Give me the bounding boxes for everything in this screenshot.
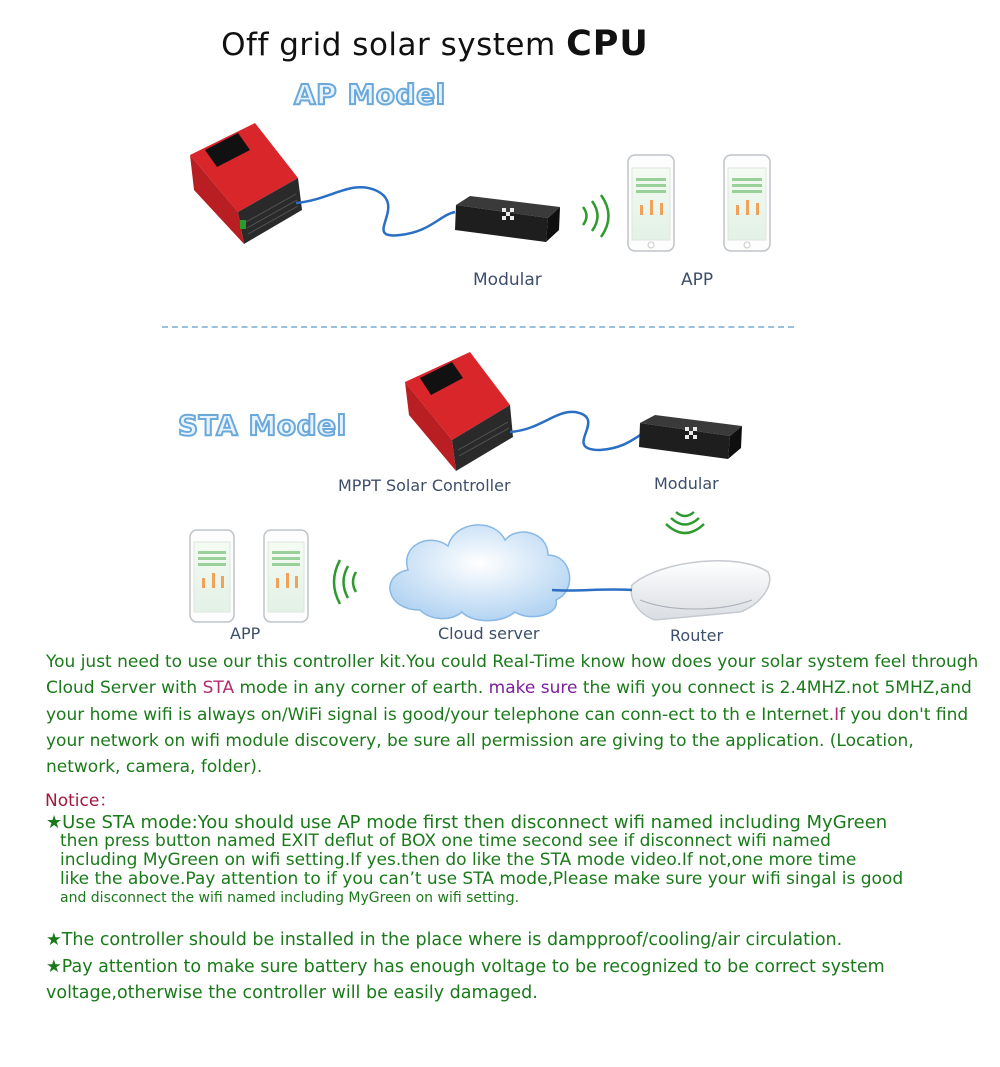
notice-item-1 (46, 813, 991, 908)
title-bold: CPU (566, 24, 649, 64)
intro-if-highlight: I (834, 704, 840, 725)
ap-wifi-signal-icon (583, 195, 609, 237)
sta-wifi-module-image (639, 415, 742, 459)
intro-text-3: the wifi you connect is 2.4MHZ.not 5MHZ,and your home wifi is always on/WiFi signal is good/your telephone can conn-ect to th e Internet. (46, 678, 972, 725)
sta-cable (510, 412, 650, 450)
notice-item-1-line-2: then press button named EXIT deflut of BOX one time second see if disconnect wifi named (60, 831, 831, 851)
ap-wifi-module-image (455, 196, 560, 242)
intro-text-1: You just need to use our this controller kit.You could Real-Time know how does your solar system feel through Cloud Server with (46, 652, 979, 699)
sta-phone-app-image-1 (190, 530, 234, 622)
notice-item-3-line-2: voltage,otherwise the controller will be easily damaged. (46, 983, 538, 1003)
ap-app-label: APP (681, 270, 714, 290)
intro-paragraph (46, 649, 986, 780)
router-image (631, 561, 770, 620)
star-icon: ★ (46, 930, 62, 950)
intro-sta-highlight: STA (202, 678, 235, 699)
notice-item-3-line-1: Pay attention to make sure battery has enough voltage to be recognized to be correct system (61, 956, 885, 977)
ap-modular-label: Modular (473, 270, 542, 290)
intro-text-4: f you don't find your network on wifi module discovery, be sure all permission are giving to the application. (Location, network, camera, folder). (46, 704, 969, 778)
ap-controller-image (190, 123, 302, 244)
notice-item-1-line-3: including MyGreen on wifi setting.If yes.then do like the STA mode video.If not,one more time (60, 850, 857, 870)
intro-make-sure-highlight: make sure (488, 678, 578, 699)
notice-item-2: The controller should be installed in the place where is dampproof/cooling/air circulation. (61, 930, 843, 950)
notice-heading: Notice： (45, 791, 117, 811)
title-main: Off grid solar system (221, 27, 556, 63)
ap-phone-app-image-1 (628, 155, 674, 251)
sta-phone-app-image-2 (264, 530, 308, 622)
sta-controller-label: MPPT Solar Controller (338, 476, 511, 495)
sta-modular-label: Modular (654, 474, 719, 493)
star-icon: ★ (46, 956, 62, 977)
star-icon: ★ (46, 812, 63, 833)
sta-wifi-signal-icon (334, 560, 356, 604)
notice-item-1-line-1: Use STA mode:You should use AP mode first then disconnect wifi named including MyGreen (62, 812, 888, 833)
ap-cable (296, 187, 455, 235)
section-divider (162, 326, 794, 328)
cloud-router-cable (552, 589, 632, 590)
sta-model-label: STA Model (178, 409, 347, 442)
cloud-server-label: Cloud server (438, 624, 540, 643)
sta-module-signal-icon (666, 512, 704, 533)
sta-app-label: APP (230, 624, 261, 643)
notice-item-1-line-5: and disconnect the wifi named including MyGreen on wifi setting. (60, 890, 520, 906)
cloud-icon (390, 525, 570, 621)
ap-phone-app-image-2 (724, 155, 770, 251)
ap-model-label: AP Model (294, 78, 446, 111)
sta-controller-image (405, 352, 513, 471)
notice-items-2-3 (46, 927, 991, 1007)
intro-text-2: mode in any corner of earth. (234, 678, 489, 699)
notice-item-1-line-4: like the above.Pay attention to if you can’t use STA mode,Please make sure your wifi singal is good (60, 869, 904, 889)
router-label: Router (670, 626, 724, 645)
